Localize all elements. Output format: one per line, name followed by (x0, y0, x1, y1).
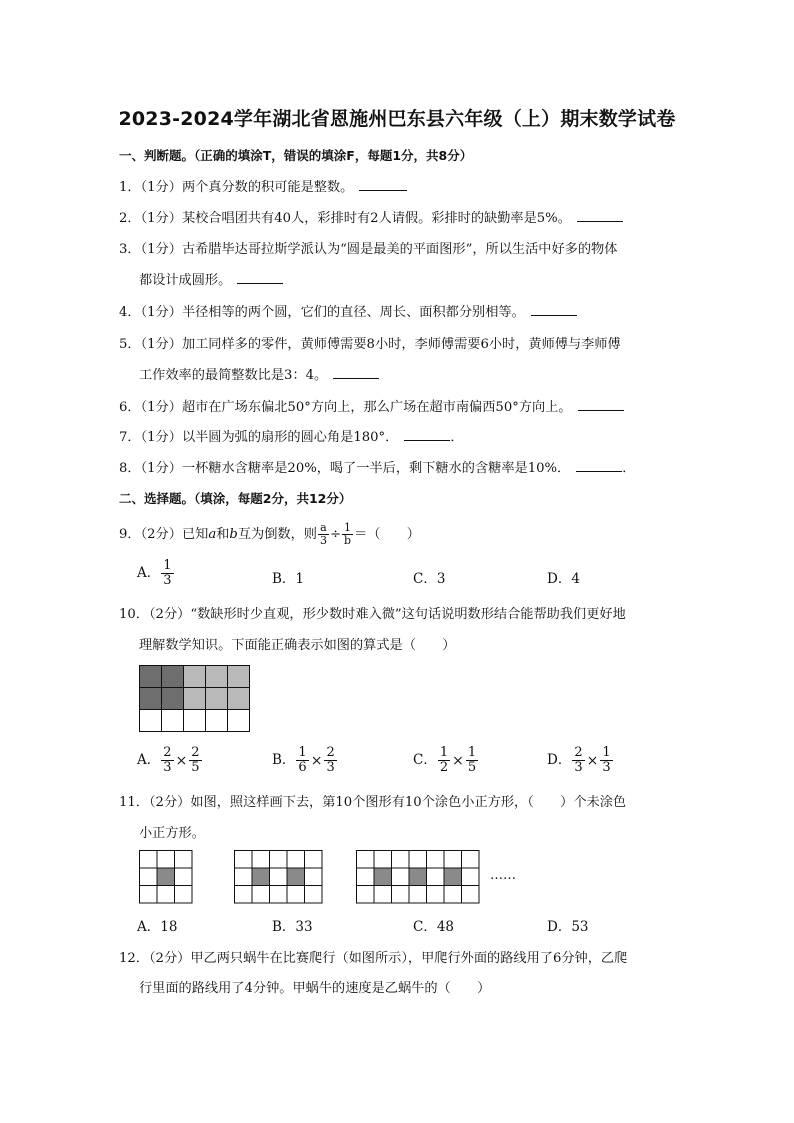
grid-cell (184, 666, 206, 688)
fraction-1-over-b (342, 522, 353, 547)
pattern-cell (357, 851, 375, 869)
variable-b: b (229, 527, 238, 542)
option-9-c[interactable]: C．3 (413, 571, 446, 587)
question-number: 11． (119, 795, 149, 810)
pattern-cell (409, 868, 427, 886)
question-number: 10． (119, 607, 149, 622)
pattern-cell (157, 851, 175, 869)
fraction (600, 746, 612, 775)
question-text: 加工同样多的零件，黄师傅需要8小时，李师傅需要6小时，黄师傅与李师傅 (181, 337, 621, 352)
times-sign: × (586, 752, 599, 769)
question-number: 3． (119, 242, 141, 257)
fraction (324, 746, 336, 775)
question-text: 甲乙两只蜗牛在比赛爬行（如图所示），甲爬行外面的路线用了6分钟，乙爬 (190, 951, 628, 966)
question-1 (119, 176, 407, 195)
denominator: 2 (439, 760, 449, 775)
pattern-cell (140, 886, 158, 904)
pattern-cell (305, 886, 323, 904)
question-number: 5． (119, 337, 141, 352)
fraction-a-over-3 (318, 522, 329, 547)
question-11-continued: 小正方形。 (139, 826, 205, 841)
grid-cell (184, 710, 206, 732)
fraction (161, 559, 173, 588)
question-number: 1． (119, 180, 141, 195)
grid-cell (162, 666, 184, 688)
grid-cell (228, 666, 250, 688)
question-text: 一杯糖水含糖率是20%，喝了一半后，剩下糖水的含糖率是10%． (181, 461, 571, 476)
answer-blank[interactable] (237, 271, 283, 284)
option-9-b[interactable]: B．1 (272, 571, 305, 587)
question-score: （1分） (140, 242, 182, 257)
question-10-continued: 理解数学知识。下面能正确表示如图的算式是（ ） (139, 638, 456, 653)
pattern-cell (409, 851, 427, 869)
pattern-cell (305, 851, 323, 869)
grid-cell (140, 666, 162, 688)
denominator: 3 (319, 534, 327, 547)
pattern-cell (287, 868, 305, 886)
section-heading-judgement: 一、判断题。（正确的填涂T，错误的填涂F，每题1分，共8分） (119, 148, 473, 163)
pattern-cell (392, 886, 410, 904)
question-12 (119, 947, 627, 966)
numerator: 1 (163, 558, 172, 573)
option-10-c[interactable] (413, 746, 479, 775)
question-text: 两个真分数的积可能是整数。 (181, 180, 354, 195)
question-text: 某校合唱团共有40人，彩排时有2人请假。彩排时的缺勤率是5%。 (181, 211, 571, 226)
question-2 (119, 207, 623, 226)
question-score: （2分） (148, 795, 191, 810)
numerator: 2 (163, 745, 172, 760)
question-text: 工作效率的最简整数比是3：4。 (139, 368, 328, 383)
numerator: 2 (574, 745, 583, 760)
denominator: 3 (326, 760, 335, 775)
pattern-cell (427, 868, 445, 886)
pattern-cell (235, 851, 253, 869)
times-sign: × (310, 752, 323, 769)
question-5-continued (139, 364, 379, 383)
pattern-cell (175, 868, 193, 886)
fraction-grid-figure (139, 665, 251, 734)
option-11-d[interactable]: D．53 (547, 919, 589, 935)
pattern-cell (235, 886, 253, 904)
pattern-cell (357, 868, 375, 886)
option-11-a[interactable]: A．18 (137, 919, 178, 935)
question-number: 2． (119, 211, 141, 226)
numerator: 1 (344, 521, 352, 534)
question-score: （1分） (140, 305, 182, 320)
denominator: 3 (574, 760, 583, 775)
option-label: A． (137, 752, 161, 768)
grid-cell (206, 688, 228, 710)
pattern-cell (270, 851, 288, 869)
pattern-cell (374, 886, 392, 904)
fraction (466, 746, 478, 775)
question-text: 如图，照这样画下去，第10个图形有10个涂色小正方形，（ ）个未涂色 (190, 795, 627, 810)
pattern-cell (427, 851, 445, 869)
grid-cell (184, 688, 206, 710)
grid-cell (228, 710, 250, 732)
option-9-d[interactable]: D．4 (547, 571, 580, 587)
fraction (572, 746, 584, 775)
grid-cell (162, 710, 184, 732)
pattern-cell (287, 851, 305, 869)
question-number: 6． (119, 400, 141, 415)
question-score: （2分） (148, 607, 191, 622)
option-10-b[interactable] (272, 746, 338, 775)
denominator: 3 (163, 573, 172, 588)
pattern-figure-1 (139, 850, 193, 903)
question-text: ＝（ ） (354, 527, 420, 542)
numerator: 1 (298, 745, 307, 760)
question-3 (119, 238, 617, 257)
denominator: 5 (191, 760, 200, 775)
divide-sign: ÷ (329, 527, 342, 542)
question-number: 7． (119, 430, 141, 445)
question-text: “数缺形时少直观，形少数时难入微”这句话说明数形结合能帮助我们更好地 (190, 607, 626, 622)
fraction (189, 746, 201, 775)
question-number: 4． (119, 305, 141, 320)
option-label: B． (272, 752, 296, 768)
fraction (438, 746, 450, 775)
question-7 (119, 426, 464, 445)
numerator: 1 (467, 745, 477, 760)
fraction (161, 746, 173, 775)
pattern-cell (462, 868, 480, 886)
question-tail: ． (450, 430, 464, 445)
grid-cell (228, 688, 250, 710)
question-score: （1分） (140, 211, 182, 226)
answer-blank[interactable] (531, 303, 577, 316)
pattern-cell (305, 868, 323, 886)
option-9-a[interactable] (137, 559, 175, 588)
question-12-continued: 行里面的路线用了4分钟。甲蜗牛的速度是乙蜗牛的（ ） (139, 981, 491, 996)
times-sign: × (452, 752, 464, 769)
question-10 (119, 603, 626, 622)
pattern-cell (252, 886, 270, 904)
pattern-cell (409, 886, 427, 904)
question-text: 半径相等的两个圆，它们的直径、周长、面积都分别相等。 (181, 305, 525, 320)
pattern-cell (270, 886, 288, 904)
question-4 (119, 301, 577, 320)
section-heading-choice: 二、选择题。（填涂，每题2分，共12分） (119, 491, 352, 506)
answer-blank[interactable] (359, 178, 407, 191)
pattern-cell (175, 886, 193, 904)
option-10-d[interactable] (547, 746, 614, 775)
denominator: b (344, 534, 352, 547)
grid-cell (206, 710, 228, 732)
pattern-cell (357, 886, 375, 904)
question-6 (119, 396, 624, 415)
option-11-b[interactable]: B．33 (272, 919, 313, 935)
question-text: 和 (216, 527, 230, 542)
pattern-cell (140, 868, 158, 886)
pattern-cell (252, 868, 270, 886)
question-3-continued (139, 269, 283, 288)
question-text: 已知 (181, 527, 209, 542)
pattern-cell (462, 851, 480, 869)
pattern-cell (392, 851, 410, 869)
option-label: C． (413, 752, 437, 768)
pattern-cell (374, 868, 392, 886)
denominator: 3 (163, 760, 172, 775)
grid-cell (206, 666, 228, 688)
pattern-cell (252, 851, 270, 869)
numerator: 1 (439, 745, 449, 760)
times-sign: × (175, 752, 188, 769)
denominator: 5 (467, 760, 477, 775)
question-score: （1分） (140, 180, 182, 195)
pattern-cell (462, 886, 480, 904)
pattern-cell (444, 851, 462, 869)
numerator: 1 (602, 745, 611, 760)
answer-blank[interactable] (333, 366, 379, 379)
option-label: A． (137, 565, 161, 581)
option-10-a[interactable] (137, 746, 203, 775)
pattern-cell (270, 868, 288, 886)
fraction (296, 746, 308, 775)
pattern-cell (374, 851, 392, 869)
question-text: 以半圆为弧的扇形的圆心角是180°． (181, 430, 399, 445)
pattern-cell (235, 868, 253, 886)
numerator: 2 (326, 745, 335, 760)
option-11-c[interactable]: C．48 (413, 919, 455, 935)
page-title: 2023-2024学年湖北省恩施州巴东县六年级（上）期末数学试卷 (118, 108, 676, 130)
answer-blank[interactable] (576, 459, 622, 472)
pattern-cell (287, 886, 305, 904)
question-text: 超市在广场东偏北50°方向上，那么广场在超市南偏西50°方向上。 (181, 400, 572, 415)
ellipsis: …… (490, 868, 516, 883)
question-score: （2分） (140, 527, 182, 542)
answer-blank[interactable] (578, 398, 624, 411)
option-label: D． (547, 752, 572, 768)
pattern-cell (392, 868, 410, 886)
question-11 (119, 791, 626, 810)
question-score: （1分） (140, 430, 182, 445)
grid-cell (140, 710, 162, 732)
pattern-cell (175, 851, 193, 869)
pattern-cell (444, 868, 462, 886)
question-8 (119, 457, 635, 476)
question-score: （2分） (148, 951, 191, 966)
question-9 (119, 522, 420, 547)
question-text: 古希腊毕达哥拉斯学派认为“圆是最美的平面图形”，所以生活中好多的物体 (181, 242, 618, 257)
pattern-cell (444, 886, 462, 904)
pattern-figure-3 (356, 850, 482, 903)
denominator: 3 (602, 760, 611, 775)
numerator: a (320, 521, 327, 534)
numerator: 2 (191, 745, 200, 760)
question-number: 8． (119, 461, 141, 476)
question-text: 互为倒数，则 (237, 527, 317, 542)
grid-cell (140, 688, 162, 710)
answer-blank[interactable] (577, 209, 623, 222)
question-5 (119, 333, 621, 352)
question-text: 都设计成圆形。 (139, 273, 232, 288)
grid-cell (162, 688, 184, 710)
pattern-cell (427, 886, 445, 904)
question-number: 9． (119, 527, 141, 542)
pattern-cell (157, 886, 175, 904)
question-score: （1分） (140, 461, 182, 476)
question-tail: ． (622, 461, 636, 476)
question-score: （1分） (140, 400, 182, 415)
pattern-cell (140, 851, 158, 869)
question-number: 12． (119, 951, 149, 966)
denominator: 6 (298, 760, 307, 775)
pattern-cell (157, 868, 175, 886)
answer-blank[interactable] (404, 428, 450, 441)
pattern-figure-2 (234, 850, 324, 903)
variable-a: a (208, 527, 217, 542)
question-score: （1分） (140, 337, 182, 352)
